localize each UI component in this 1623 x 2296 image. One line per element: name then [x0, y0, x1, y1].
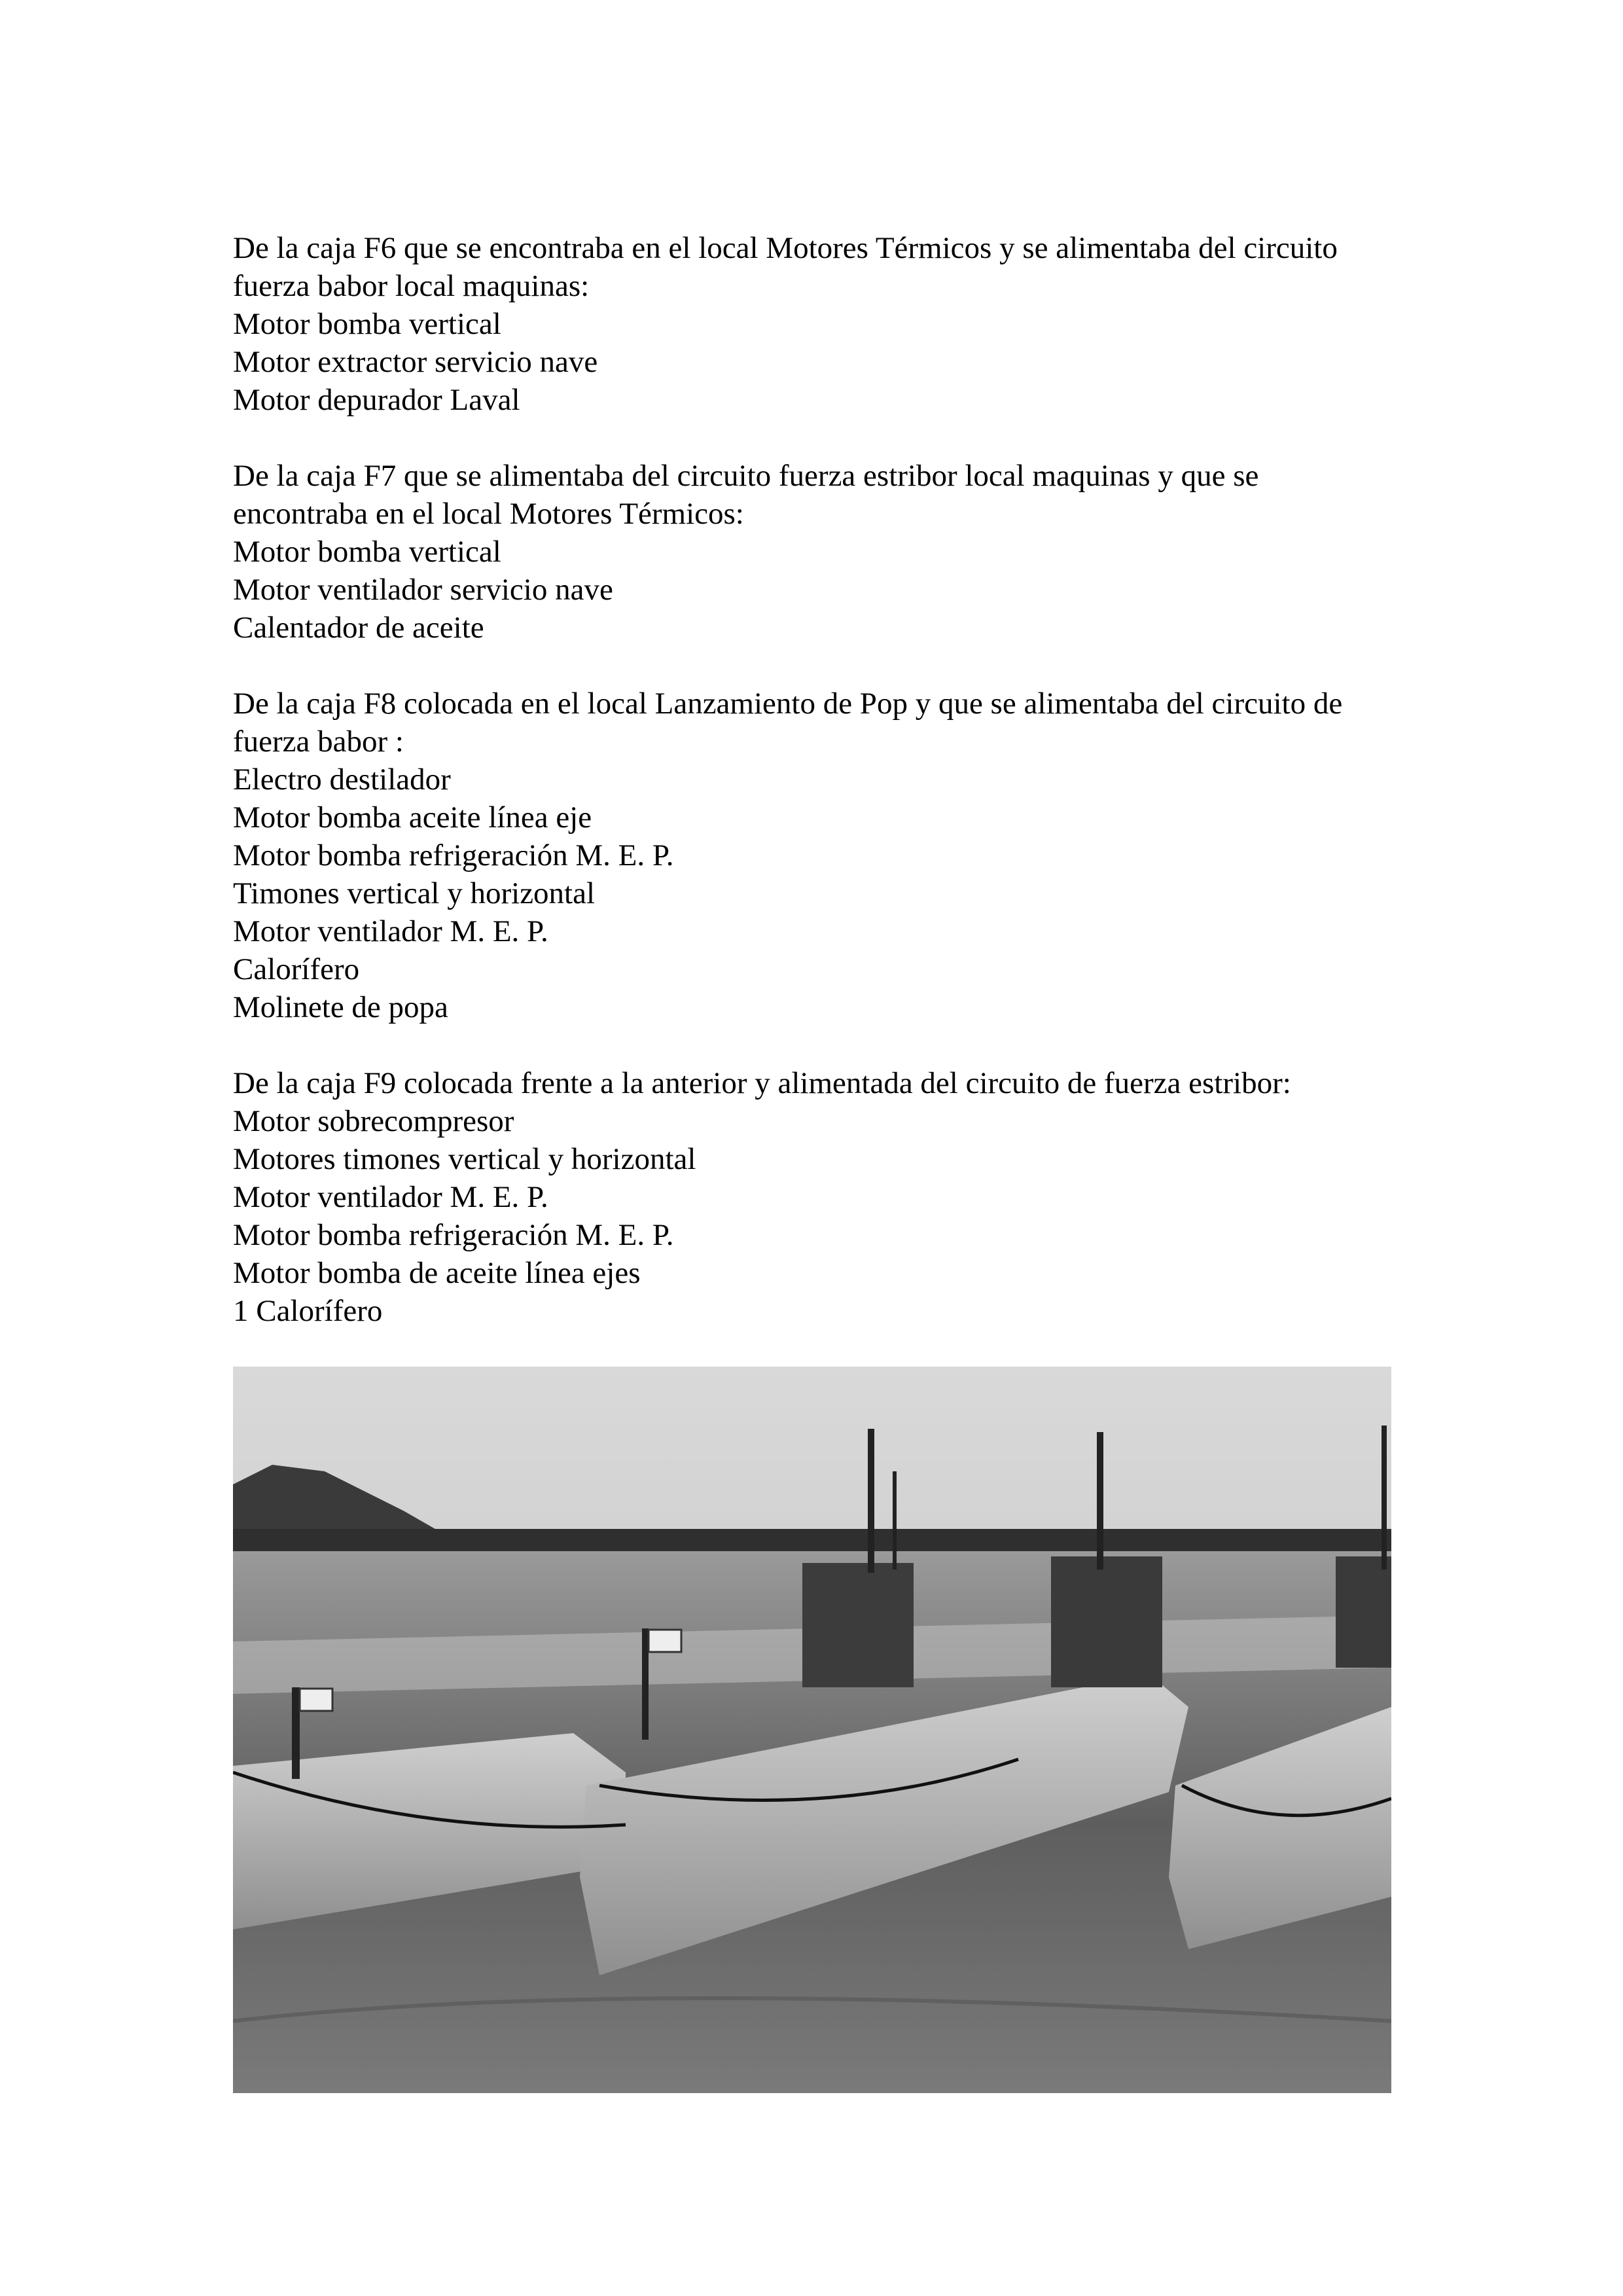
list-item: Motor bomba refrigeración M. E. P.	[233, 1218, 674, 1252]
list-item: Motor bomba refrigeración M. E. P.	[233, 838, 674, 872]
list-item: Motor bomba aceite línea eje	[233, 800, 592, 834]
list-item: Motor bomba vertical	[233, 307, 501, 341]
section-intro: De la caja F6 que se encontraba en el local Motores Térmicos y se alimentaba del circuito fuerza babor local maquinas:	[233, 231, 1338, 303]
section-f9	[233, 1064, 1398, 1330]
list-item: Motor bomba de aceite línea ejes	[233, 1256, 641, 1290]
list-item: Motor ventilador M. E. P.	[233, 914, 548, 948]
submarines-photo	[233, 1367, 1391, 2093]
list-item: Motor ventilador servicio nave	[233, 573, 613, 607]
section-f6	[233, 229, 1398, 419]
section-intro: De la caja F7 que se alimentaba del circuito fuerza estribor local maquinas y que se encontraba en el local Motores Térmicos:	[233, 459, 1259, 531]
section-intro: De la caja F8 colocada en el local Lanzamiento de Pop y que se alimentaba del circuito de fuerza babor :	[233, 687, 1343, 759]
list-item: Calorífero	[233, 952, 360, 986]
list-item: Calentador de aceite	[233, 611, 484, 645]
list-item: Motor bomba vertical	[233, 535, 501, 569]
list-item: Motor sobrecompresor	[233, 1104, 514, 1138]
list-item: Molinete de popa	[233, 990, 448, 1024]
list-item: Motor extractor servicio nave	[233, 345, 598, 379]
section-intro: De la caja F9 colocada frente a la anterior y alimentada del circuito de fuerza estribor:	[233, 1066, 1291, 1100]
list-item: Timones vertical y horizontal	[233, 876, 596, 910]
section-f8	[233, 685, 1398, 1026]
list-item: Motores timones vertical y horizontal	[233, 1142, 696, 1176]
list-item: 1 Calorífero	[233, 1294, 383, 1328]
section-f7	[233, 457, 1398, 647]
list-item: Motor ventilador M. E. P.	[233, 1180, 548, 1214]
document-body	[233, 229, 1398, 1368]
list-item: Electro destilador	[233, 762, 451, 797]
list-item: Motor depurador Laval	[233, 383, 520, 417]
